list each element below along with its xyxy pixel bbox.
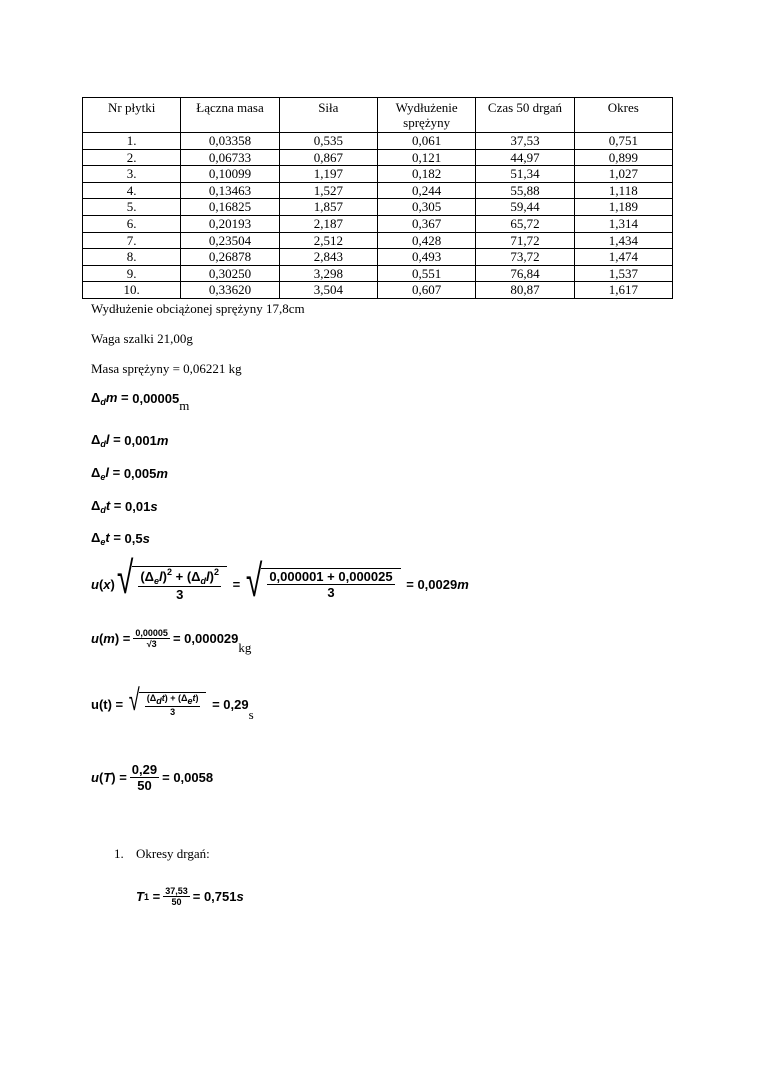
cell-extension: 0,493 bbox=[377, 249, 475, 266]
measurement-table bbox=[82, 97, 673, 299]
equation-delta-d-l: $\Delta_dl$ = 0,001 m bbox=[91, 432, 169, 449]
uT-result: 0,0058 bbox=[173, 770, 214, 785]
cell-extension: 0,061 bbox=[377, 133, 475, 150]
list-item-periods bbox=[114, 846, 210, 862]
cell-extension: 0,551 bbox=[377, 265, 475, 282]
table-row bbox=[83, 149, 673, 166]
cell-plate-no: 5. bbox=[83, 199, 181, 216]
cell-force: 3,298 bbox=[279, 265, 377, 282]
cell-total-mass: 0,03358 bbox=[181, 133, 279, 150]
note-pan-weight: Waga szalki 21,00g bbox=[91, 331, 193, 346]
cell-extension: 0,182 bbox=[377, 166, 475, 183]
cell-period: 1,537 bbox=[574, 265, 672, 282]
cell-plate-no: 7. bbox=[83, 232, 181, 249]
cell-plate-no: 1. bbox=[83, 133, 181, 150]
cell-force: 0,535 bbox=[279, 133, 377, 150]
cell-period: 1,434 bbox=[574, 232, 672, 249]
ux-result: 0,0029 bbox=[417, 576, 458, 592]
cell-force: 1,197 bbox=[279, 166, 377, 183]
cell-time-50: 73,72 bbox=[476, 249, 574, 266]
cell-time-50: 51,34 bbox=[476, 166, 574, 183]
table-row bbox=[83, 232, 673, 249]
t1-denominator: 50 bbox=[171, 897, 182, 907]
table-row bbox=[83, 166, 673, 183]
equation-delta-e-l: $\Delta_el$ = 0,005 m bbox=[91, 465, 168, 482]
um-numerator: 0,00005 bbox=[135, 628, 168, 638]
equation-u-T: u ( T ) = $\frac{0,29}{50}$ = 0,0058 bbox=[91, 762, 214, 793]
table-row bbox=[83, 265, 673, 282]
cell-plate-no: 9. bbox=[83, 265, 181, 282]
equation-u-x: u ( x ) √ $\frac{(\Delta_el)^2 + (\Delta_dl)^2}{3}$ = √ $\frac{0,000001 + 0,000025}{3}$ = 0,0029 m bbox=[91, 554, 469, 607]
delta-e-l-value: 0,005 bbox=[123, 466, 157, 481]
list-marker: 1. bbox=[114, 846, 124, 861]
ux-term-2: 0,000025 bbox=[338, 569, 393, 584]
cell-period: 1,314 bbox=[574, 215, 672, 232]
cell-extension: 0,607 bbox=[377, 282, 475, 299]
cell-period: 0,751 bbox=[574, 133, 672, 150]
note-extension: Wydłużenie obciążonej sprężyny 17,8cm bbox=[91, 301, 305, 316]
cell-total-mass: 0,06733 bbox=[181, 149, 279, 166]
cell-extension: 0,428 bbox=[377, 232, 475, 249]
uT-denominator: 50 bbox=[137, 778, 152, 793]
uT-numerator: 0,29 bbox=[131, 762, 158, 777]
table-row bbox=[83, 282, 673, 299]
cell-time-50: 80,87 bbox=[476, 282, 574, 299]
table-row bbox=[83, 215, 673, 232]
cell-force: 0,867 bbox=[279, 149, 377, 166]
um-unit: kg bbox=[238, 639, 252, 655]
delta-d-t-value: 0,01 bbox=[125, 499, 151, 514]
delta-e-t-value: 0,5 bbox=[124, 531, 143, 546]
cell-time-50: 44,97 bbox=[476, 149, 574, 166]
cell-period: 0,899 bbox=[574, 149, 672, 166]
table-row bbox=[83, 199, 673, 216]
cell-time-50: 59,44 bbox=[476, 199, 574, 216]
cell-total-mass: 0,26878 bbox=[181, 249, 279, 266]
t1-result: 0,751 bbox=[203, 889, 237, 904]
cell-time-50: 71,72 bbox=[476, 232, 574, 249]
cell-total-mass: 0,23504 bbox=[181, 232, 279, 249]
cell-plate-no: 10. bbox=[83, 282, 181, 299]
cell-period: 1,474 bbox=[574, 249, 672, 266]
cell-time-50: 65,72 bbox=[476, 215, 574, 232]
cell-period: 1,617 bbox=[574, 282, 672, 299]
cell-time-50: 76,84 bbox=[476, 265, 574, 282]
delta-m-value: 0,00005 bbox=[132, 391, 180, 406]
ut-sqrt: √ $\frac{\text{(Δdt) + (Δet)}}{3}$ bbox=[129, 692, 207, 717]
cell-total-mass: 0,30250 bbox=[181, 265, 279, 282]
cell-total-mass: 0,33620 bbox=[181, 282, 279, 299]
cell-force: 2,843 bbox=[279, 249, 377, 266]
cell-period: 1,027 bbox=[574, 166, 672, 183]
cell-plate-no: 8. bbox=[83, 249, 181, 266]
delta-d-l-value: 0,001 bbox=[124, 433, 157, 448]
cell-time-50: 55,88 bbox=[476, 182, 574, 199]
cell-period: 1,189 bbox=[574, 199, 672, 216]
equation-T1: T 1 = $\frac{37,53}{50}$ = 0,751 s bbox=[136, 886, 244, 907]
header-plate-no: Nr płytki bbox=[83, 98, 181, 133]
cell-plate-no: 6. bbox=[83, 215, 181, 232]
sqrt-sign-values: √ $\frac{0,000001 + 0,000025}{3}$ bbox=[246, 568, 401, 600]
cell-total-mass: 0,13463 bbox=[181, 182, 279, 199]
table-row bbox=[83, 133, 673, 150]
table-body bbox=[83, 133, 673, 299]
cell-total-mass: 0,20193 bbox=[181, 215, 279, 232]
cell-plate-no: 2. bbox=[83, 149, 181, 166]
header-total-mass: Łączna masa bbox=[181, 98, 279, 133]
cell-total-mass: 0,10099 bbox=[181, 166, 279, 183]
cell-force: 2,512 bbox=[279, 232, 377, 249]
note-spring-mass: Masa sprężyny = 0,06221 kg bbox=[91, 361, 242, 376]
cell-period: 1,118 bbox=[574, 182, 672, 199]
table-row bbox=[83, 182, 673, 199]
cell-extension: 0,305 bbox=[377, 199, 475, 216]
ut-unit: s bbox=[248, 706, 254, 722]
um-denominator: √3 bbox=[146, 639, 157, 649]
cell-force: 1,857 bbox=[279, 199, 377, 216]
equation-delta-m: $\Delta_dm$ = 0,00005 m bbox=[91, 390, 190, 413]
equation-u-m: u ( m ) = $\frac{0,00005}{√3}$ = 0,000029 kg bbox=[91, 628, 252, 655]
equation-u-t: u(t) = √ $\frac{\text{(Δdt) + (Δet)}}{3}$ = 0,29 s bbox=[91, 684, 254, 722]
ux-term-1: 0,000001 bbox=[269, 569, 324, 584]
delta-m-unit: m bbox=[179, 397, 190, 413]
table-row bbox=[83, 249, 673, 266]
header-time-50: Czas 50 drgań bbox=[476, 98, 574, 133]
cell-extension: 0,121 bbox=[377, 149, 475, 166]
um-result: 0,000029 bbox=[184, 631, 239, 646]
equation-delta-e-t: $\Delta_et$ = 0,5 s bbox=[91, 530, 150, 547]
cell-plate-no: 4. bbox=[83, 182, 181, 199]
sqrt-sign: √ $\frac{(\Delta_el)^2 + (\Delta_dl)^2}{3}$ bbox=[117, 566, 227, 602]
cell-force: 3,504 bbox=[279, 282, 377, 299]
header-period: Okres bbox=[574, 98, 672, 133]
cell-force: 1,527 bbox=[279, 182, 377, 199]
t1-numerator: 37,53 bbox=[165, 886, 188, 896]
cell-time-50: 37,53 bbox=[476, 133, 574, 150]
header-force: Siła bbox=[279, 98, 377, 133]
cell-extension: 0,367 bbox=[377, 215, 475, 232]
header-extension: Wydłużenie sprężyny bbox=[377, 98, 475, 133]
cell-force: 2,187 bbox=[279, 215, 377, 232]
list-heading: Okresy drgań: bbox=[136, 846, 210, 861]
cell-extension: 0,244 bbox=[377, 182, 475, 199]
ux-denominator: 3 bbox=[327, 585, 335, 600]
ut-result: 0,29 bbox=[223, 697, 249, 712]
equation-delta-d-t: $\Delta_dt$ = 0,01 s bbox=[91, 498, 158, 515]
table-header-row bbox=[83, 98, 673, 133]
cell-plate-no: 3. bbox=[83, 166, 181, 183]
cell-total-mass: 0,16825 bbox=[181, 199, 279, 216]
